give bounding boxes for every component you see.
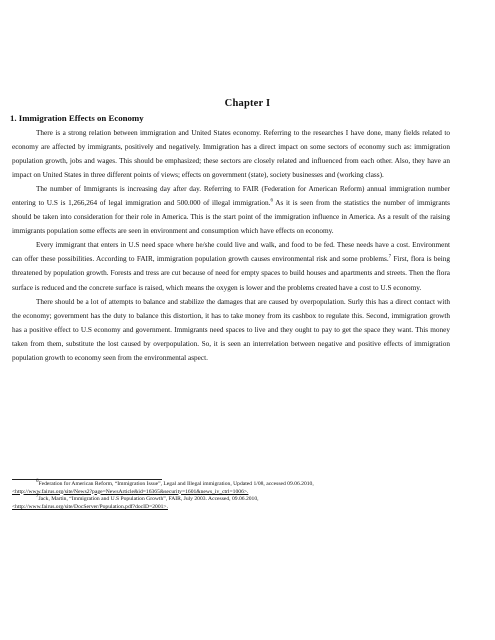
footnote-ref-7: 7 — [388, 255, 392, 261]
footnotes — [12, 481, 452, 511]
footnote-6-link[interactable]: <http://www.fairus.org/site/News2?page=NewsArticle&id=16365&security=1601&news_iv_ctrl=1006>. — [12, 488, 249, 495]
paragraph-2-part-a: The number of Immigrants is increasing day after day. Referring to FAIR (Federation for American Reform) annual immigration number entering to U.S is 1,266,264 of legal immigration and 500.000 of illegal immigration. — [12, 185, 450, 208]
paragraph-3-part-a: Every immigrant that enters in U.S need space where he/she could live and walk, and food to be fed. These needs have a cost. Environment can offer these possibilities. According to FAIR, immigration population growth causes environmental risk and some problems. — [12, 241, 450, 264]
paragraph-3 — [12, 238, 450, 294]
footnote-7 — [12, 496, 452, 504]
footnote-7-link-line — [12, 504, 452, 512]
footnote-6 — [12, 481, 452, 489]
paragraph-4: There should be a lot of attempts to balance and stabilize the damages that are caused by overpopulation. Surly this has a direct contact with the economy; government has the duty to balance this distortion, it has to take money from its cashbox to regulate this. Second, immigration growth has a positive effect to U.S economy and government. Immigrants need spaces to live and they ought to pay to get the space they want. This money taken from them, substitute the lost caused by overpopulation. So, it is seen an interrelation between negative and positive effects of immigration population growth to economy seen from the environmental aspect. — [12, 297, 450, 362]
paragraph-3-part-b: First, flora is being threatened by population growth. Forests and tress are cut because of need for empty spaces to build houses and apartments and streets. Then the flora surface is reduced and the concrete surface is raised, which means the oxygen is lower and the problems created have a cost to U.S economy. — [12, 255, 450, 292]
paragraph-1: There is a strong relation between immigration and United States economy. Referring to the researches I have done, many fields related to economy are affected by immigrants, positively and negatively. Immigration has a direct impact on some sectors of economy such as: immigration population growth, jobs and wages. This should be emphasized; these sectors are closely related and influenced from each other. Also, they have an impact on United States in three different points of views; effects on government (state), society businesses and (working class). — [12, 129, 450, 180]
section-heading: 1. Immigration Effects on Economy — [10, 113, 144, 123]
footnote-divider — [12, 479, 162, 480]
footnote-6-number: 6 — [36, 479, 39, 485]
paragraph-2 — [12, 182, 450, 238]
chapter-title: Chapter I — [224, 98, 271, 109]
footnote-ref-6: 6 — [270, 198, 273, 204]
footnote-6-text: Federation for American Reform, “Immigration Issue”, Legal and Illegal immigration, Updated 1/08, accessed 09.06.2010, — [38, 481, 314, 487]
footnote-7-number: 7 — [36, 494, 39, 500]
footnote-7-text: Jack, Martin, “Immigration and U.S Population Growth”, FAIR, July 2003. Accessed, 09.06.2010, — [38, 496, 259, 503]
paragraph-2-part-b: As it is seen from the statistics the number of immigrants should be taken into consideration for their role in America. This is the start point of the immigration influence in America. As a result of the raising immigrants population some effects are seen in environment and consumption which have effects on economy. — [12, 199, 450, 236]
body-text — [12, 126, 450, 365]
footnote-7-link[interactable]: <http://www.fairus.org/site/DocServer/Population.pdf?docID=2001>. — [12, 503, 168, 510]
